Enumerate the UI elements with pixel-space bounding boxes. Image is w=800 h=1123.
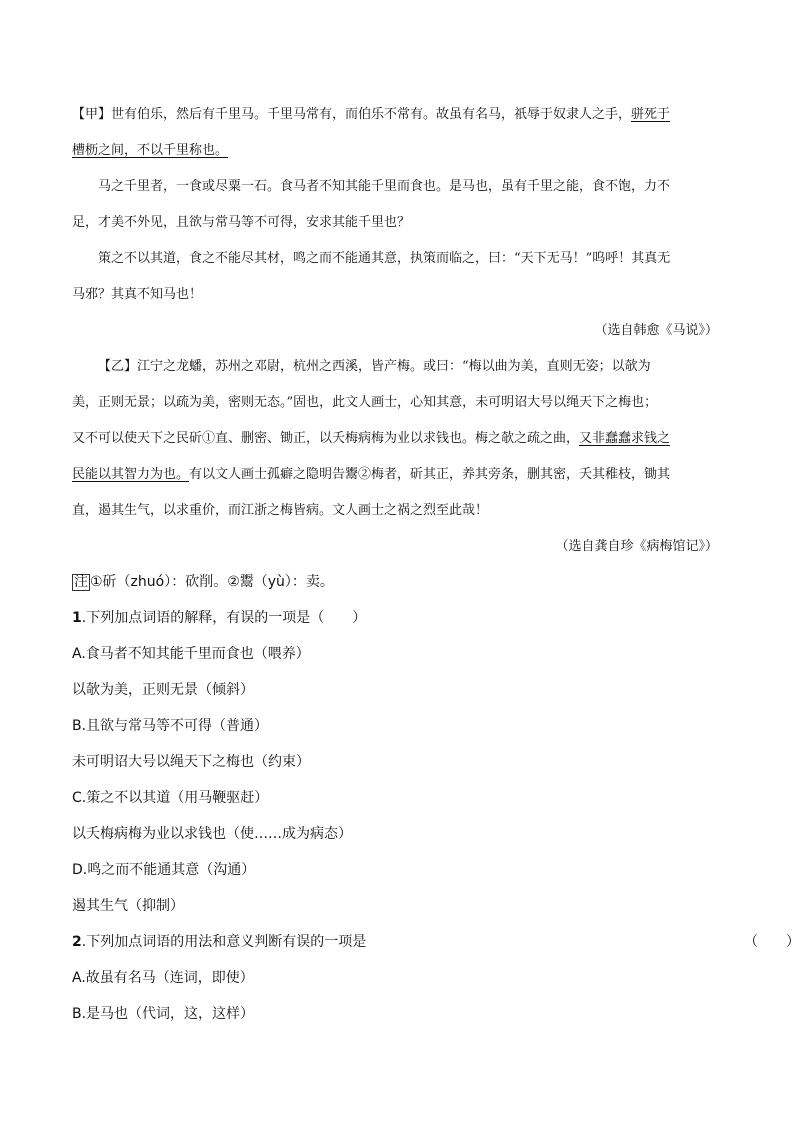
q1-option-a-2: 以欹为美，正则无景（倾斜） [72,682,254,698]
passage-yi-source: （选自龚自珍《病梅馆记》） [555,539,718,554]
question-number: 2 [72,934,82,950]
underlined-text: 槽枥之间，不以千里称也。 [72,143,229,158]
passage-yi-line-2: 美，正则无景；以疏为美，密则无态。”固也，此文人画士，心知其意，未可明诏大号以绳天下之梅也； [72,395,658,410]
q2-option-a: A.故虽有名马（连词，即使） [72,970,254,986]
q1-option-c-2: 以夭梅病梅为业以求钱也（使……成为病态） [72,826,352,842]
passage-jia-source: （选自韩愈《马说》） [594,323,718,338]
q1-option-d-2: 遏其生气（抑制） [72,898,184,914]
passage-yi-line-1: 【乙】江宁之龙蟠，苏州之邓尉，杭州之西溪，皆产梅。或曰：“梅以曲为美，直则无姿；以欹为 [98,359,651,374]
underlined-text: 又非蠢蠢求钱之 [579,431,671,446]
q1-option-c: C.策之不以其道（用马鞭驱赶） [72,790,269,806]
q1-option-d: D.鸣之而不能通其意（沟通） [72,862,256,878]
answer-parentheses: （ ） [744,934,800,950]
q1-option-a: A.食马者不知其能千里而食也（喂养） [72,646,310,662]
passage-yi-line-5: 直，遏其生气，以求重价，而江浙之梅皆病。文人画士之祸之烈至此哉！ [72,503,489,518]
q1-option-b: B.且欲与常马等不可得（普通） [72,718,269,734]
passage-jia-p2-line-1: 马之千里者，一食或尽粟一石。食马者不知其能千里而食也。是马也，虽有千里之能，食不饱，力不 [98,179,671,194]
question-number: 1 [72,610,82,626]
passage-jia-p2-line-2: 足，才美不外见，且欲与常马等不可得，安求其能千里也？ [72,215,411,230]
passage-jia-p3-line-1: 策之不以其道，食之不能尽其材，鸣之而不能通其意，执策而临之，曰：“天下无马！”呜呼！其真无 [98,251,671,266]
footnote: 注 ①斫（zhuó）：砍削。②鬻（yù）：卖。 [74,574,334,590]
passage-jia-line-2 [72,141,718,161]
underlined-text: 骈死于 [631,107,671,122]
passage-yi-line-4: 民能以其智力为也。有以文人画士孤癖之隐明告鬻②梅者，斫其正，养其旁条，删其密，夭其稚枝，锄其 [72,467,671,482]
note-mark: 注 [74,574,88,590]
passage-yi-line-3: 又不可以使天下之民斫①直、删密、锄正，以夭梅病梅为业以求钱也。梅之欹之疏之曲，又非蠢蠢求钱之 [72,431,671,446]
question-1-stem: 1.下列加点词语的解释，有误的一项是（ ） [72,610,367,626]
passage-jia-line-1: 【甲】世有伯乐，然后有千里马。千里马常有，而伯乐不常有。故虽有名马，祇辱于奴隶人之手，骈死于 [72,107,671,122]
q1-option-b-2: 未可明诏大号以绳天下之梅也（约束） [72,754,310,770]
passage-jia-p3-line-2: 马邪？其真不知马也！ [72,287,203,302]
question-2-stem: 2.下列加点词语的用法和意义判断有误的一项是 （ ） [72,934,800,950]
underlined-text: 民能以其智力为也。 [72,467,190,482]
q2-option-b: B.是马也（代词，这，这样） [72,1006,255,1022]
